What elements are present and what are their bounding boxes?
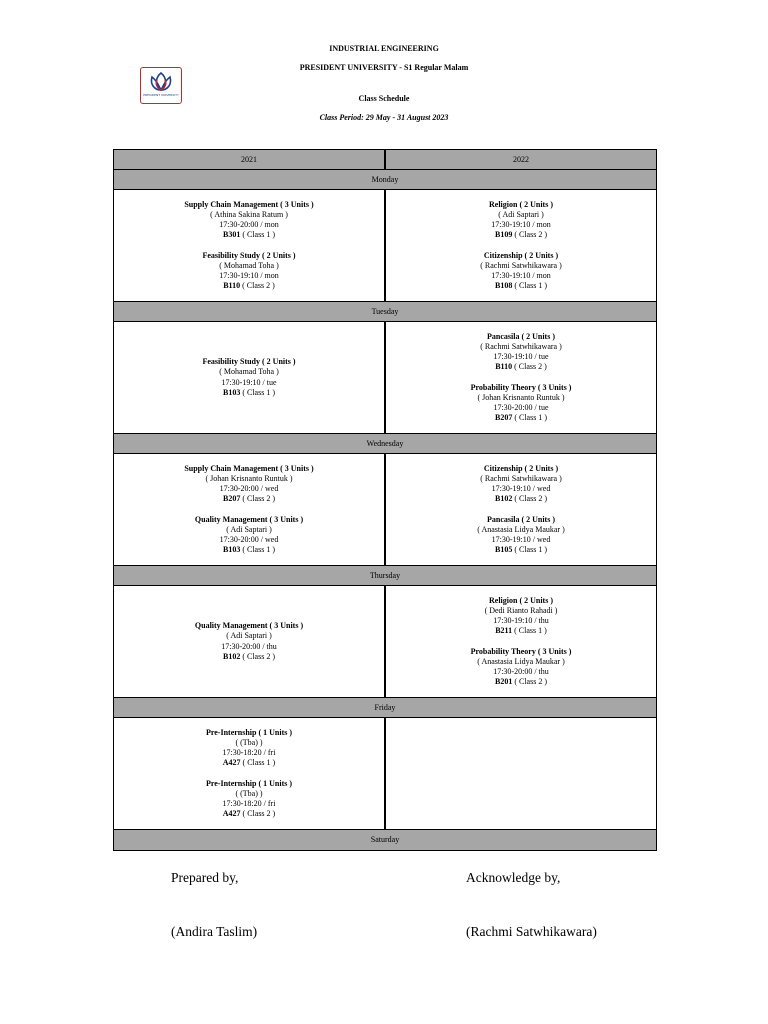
room-line: [206, 809, 292, 819]
schedule-cell-2021: [114, 586, 384, 697]
class-number: ( Class 1 ): [240, 758, 276, 768]
class-number: ( Class 1 ): [512, 545, 547, 555]
lecturer-name: ( Dedi Rianto Rahadi ): [484, 605, 558, 615]
room-line: [471, 677, 572, 687]
room-code: B108: [494, 281, 513, 291]
class-period: Class Period: 29 May - 31 August 2023: [319, 113, 449, 122]
room-code: B109: [494, 230, 513, 240]
year-2022-header: 2022: [384, 150, 656, 170]
course-title: Probability Theory ( 3 Units ): [470, 646, 572, 656]
course-entry: [195, 621, 303, 662]
day-header-friday: Friday: [114, 698, 656, 718]
class-number: ( Class 2 ): [512, 494, 547, 504]
day-row-wednesday: [114, 454, 656, 566]
lecturer-name: ( Johan Krisnanto Runtuk ): [477, 392, 565, 402]
course-title: Citizenship ( 2 Units ): [483, 250, 559, 260]
course-title: Pre-Internship ( 1 Units ): [205, 727, 293, 737]
course-entry: [480, 251, 562, 292]
schedule-cell-2021: [114, 454, 384, 565]
room-line: [195, 652, 303, 662]
class-number: ( Class 1 ): [240, 387, 275, 397]
day-header-tuesday: Tuesday: [114, 302, 656, 322]
course-time: 17:30-19:10 / wed: [491, 534, 551, 544]
room-line: [202, 388, 295, 398]
lecturer-name: ( (Tba) ): [235, 737, 263, 747]
room-line: [184, 494, 313, 504]
lecturer-name: ( Adi Saptari ): [226, 631, 272, 641]
room-line: [477, 545, 565, 555]
schedule-title: Class Schedule: [358, 94, 410, 103]
room-code: B110: [495, 362, 513, 372]
class-number: ( Class 1 ): [240, 545, 275, 555]
lecturer-name: ( Adi Saptari ): [498, 209, 544, 219]
room-line: [206, 758, 292, 768]
course-title: Feasibility Study ( 2 Units ): [202, 250, 296, 260]
course-entry: [184, 464, 313, 505]
room-code: B110: [223, 281, 241, 291]
course-time: 17:30-19:10 / mon: [219, 270, 279, 280]
course-title: Feasibility Study ( 2 Units ): [202, 357, 296, 367]
day-row-thursday: [114, 586, 656, 698]
lecturer-name: ( Adi Saptari ): [226, 524, 272, 534]
acknowledge-by-label: Acknowledge by,: [466, 870, 561, 885]
lecturer-name: ( Rachmi Satwhikawara ): [480, 341, 562, 351]
course-entry: [206, 779, 292, 820]
class-number: ( Class 1 ): [512, 413, 547, 423]
course-title: Quality Management ( 3 Units ): [194, 621, 304, 631]
class-number: ( Class 2 ): [240, 494, 275, 504]
day-header-monday: Monday: [114, 170, 656, 190]
course-title: Pancasila ( 2 Units ): [487, 331, 555, 341]
acknowledge-by-name: (Rachmi Satwhikawara): [466, 924, 597, 939]
lecturer-name: ( Anastasia Lidya Maukar ): [477, 524, 565, 534]
course-entry: [480, 332, 562, 373]
schedule-cell-2022: [384, 586, 656, 697]
room-line: [184, 230, 313, 240]
lecturer-name: ( Rachmi Satwhikawara ): [480, 260, 562, 270]
course-entry: [489, 200, 553, 241]
course-entry: [184, 200, 313, 241]
year-2021-header: 2021: [114, 150, 384, 170]
room-line: [480, 362, 562, 372]
course-entry: [206, 728, 292, 769]
class-number: ( Class 1 ): [240, 230, 275, 240]
course-entry: [471, 647, 572, 688]
room-code: B103: [222, 545, 241, 555]
course-time: 17:30-20:00 / thu: [493, 666, 549, 676]
prepared-by-name: (Andira Taslim): [171, 924, 258, 939]
day-row-friday: [114, 718, 656, 830]
lecturer-name: ( Rachmi Satwhikawara ): [480, 473, 562, 483]
course-entry: [480, 464, 562, 505]
lecturer-name: ( Mohamad Toha ): [219, 367, 279, 377]
class-number: ( Class 1 ): [512, 626, 547, 636]
schedule-cell-2021: [114, 322, 384, 433]
course-entry: [485, 596, 558, 637]
course-time: 17:30-20:00 / wed: [219, 534, 279, 544]
course-entry: [471, 383, 572, 424]
room-code: B103: [222, 387, 241, 397]
course-time: 17:30-18:20 / fri: [222, 798, 276, 808]
course-entry: [477, 515, 565, 556]
room-code: B211: [495, 626, 513, 636]
course-time: 17:30-20:00 / tue: [493, 402, 549, 412]
class-number: ( Class 1 ): [512, 281, 547, 291]
course-title: Supply Chain Management ( 3 Units ): [184, 199, 314, 209]
day-header-wednesday: Wednesday: [114, 434, 656, 454]
room-code: B102: [494, 494, 513, 504]
class-number: ( Class 2 ): [512, 230, 547, 240]
course-title: Probability Theory ( 3 Units ): [470, 382, 572, 392]
svg-text:PRESIDENT UNIVERSITY: PRESIDENT UNIVERSITY: [143, 93, 179, 97]
course-time: 17:30-19:10 / tue: [221, 377, 277, 387]
schedule-cell-2022: [384, 454, 656, 565]
room-line: [480, 494, 562, 504]
room-code: B301: [222, 230, 241, 240]
room-code: B102: [222, 651, 241, 661]
course-entry: [202, 251, 295, 292]
course-time: 17:30-19:10 / wed: [491, 484, 551, 494]
course-title: Religion ( 2 Units ): [489, 199, 553, 209]
room-code: A427: [222, 809, 241, 819]
lecturer-name: ( Johan Krisnanto Runtuk ): [205, 473, 293, 483]
class-number: ( Class 2 ): [512, 362, 547, 372]
prepared-by-label: Prepared by,: [171, 870, 239, 885]
day-header-saturday: Saturday: [114, 830, 656, 850]
lecturer-name: ( Anastasia Lidya Maukar ): [477, 656, 565, 666]
program-title: PRESIDENT UNIVERSITY - S1 Regular Malam: [299, 63, 469, 72]
schedule-cell-2021: [114, 190, 384, 301]
schedule-cell-2022: [384, 322, 656, 433]
day-row-tuesday: [114, 322, 656, 434]
course-title: Pancasila ( 2 Units ): [487, 514, 555, 524]
lecturer-name: ( Athina Sakina Ratum ): [210, 209, 288, 219]
course-time: 17:30-19:10 / tue: [493, 352, 549, 362]
course-time: 17:30-20:00 / mon: [219, 220, 279, 230]
course-time: 17:30-20:00 / wed: [219, 484, 279, 494]
course-entry: [202, 357, 295, 398]
room-line: [489, 230, 553, 240]
room-code: B207: [494, 413, 513, 423]
day-row-monday: [114, 190, 656, 302]
day-header-thursday: Thursday: [114, 566, 656, 586]
course-title: Religion ( 2 Units ): [489, 595, 553, 605]
course-title: Pre-Internship ( 1 Units ): [205, 778, 293, 788]
room-line: [471, 413, 572, 423]
course-time: 17:30-18:20 / fri: [222, 748, 276, 758]
lecturer-name: ( (Tba) ): [235, 788, 263, 798]
class-number: ( Class 2 ): [240, 651, 275, 661]
room-code: B105: [494, 545, 513, 555]
lecturer-name: ( Mohamad Toha ): [219, 260, 279, 270]
course-entry: [195, 515, 303, 556]
class-number: ( Class 2 ): [512, 677, 547, 687]
course-time: 17:30-19:10 / thu: [493, 616, 549, 626]
department-title: INDUSTRIAL ENGINEERING: [329, 44, 439, 53]
course-time: 17:30-19:10 / mon: [491, 220, 551, 230]
room-line: [195, 545, 303, 555]
course-title: Supply Chain Management ( 3 Units ): [184, 463, 314, 473]
course-time: 17:30-19:10 / mon: [491, 270, 551, 280]
room-line: [480, 281, 562, 291]
class-number: ( Class 2 ): [240, 809, 276, 819]
room-code: B207: [222, 494, 241, 504]
room-code: A427: [222, 758, 241, 768]
room-line: [485, 626, 558, 636]
schedule-cell-2021: [114, 718, 384, 829]
year-header-row: [114, 150, 656, 170]
room-code: B201: [494, 677, 513, 687]
class-number: ( Class 2 ): [240, 281, 275, 291]
course-title: Quality Management ( 3 Units ): [194, 514, 304, 524]
schedule-table: [113, 149, 657, 851]
course-time: 17:30-20:00 / thu: [221, 641, 277, 651]
room-line: [202, 281, 295, 291]
schedule-cell-2022: [384, 718, 656, 829]
schedule-cell-2022: [384, 190, 656, 301]
course-title: Citizenship ( 2 Units ): [483, 463, 559, 473]
